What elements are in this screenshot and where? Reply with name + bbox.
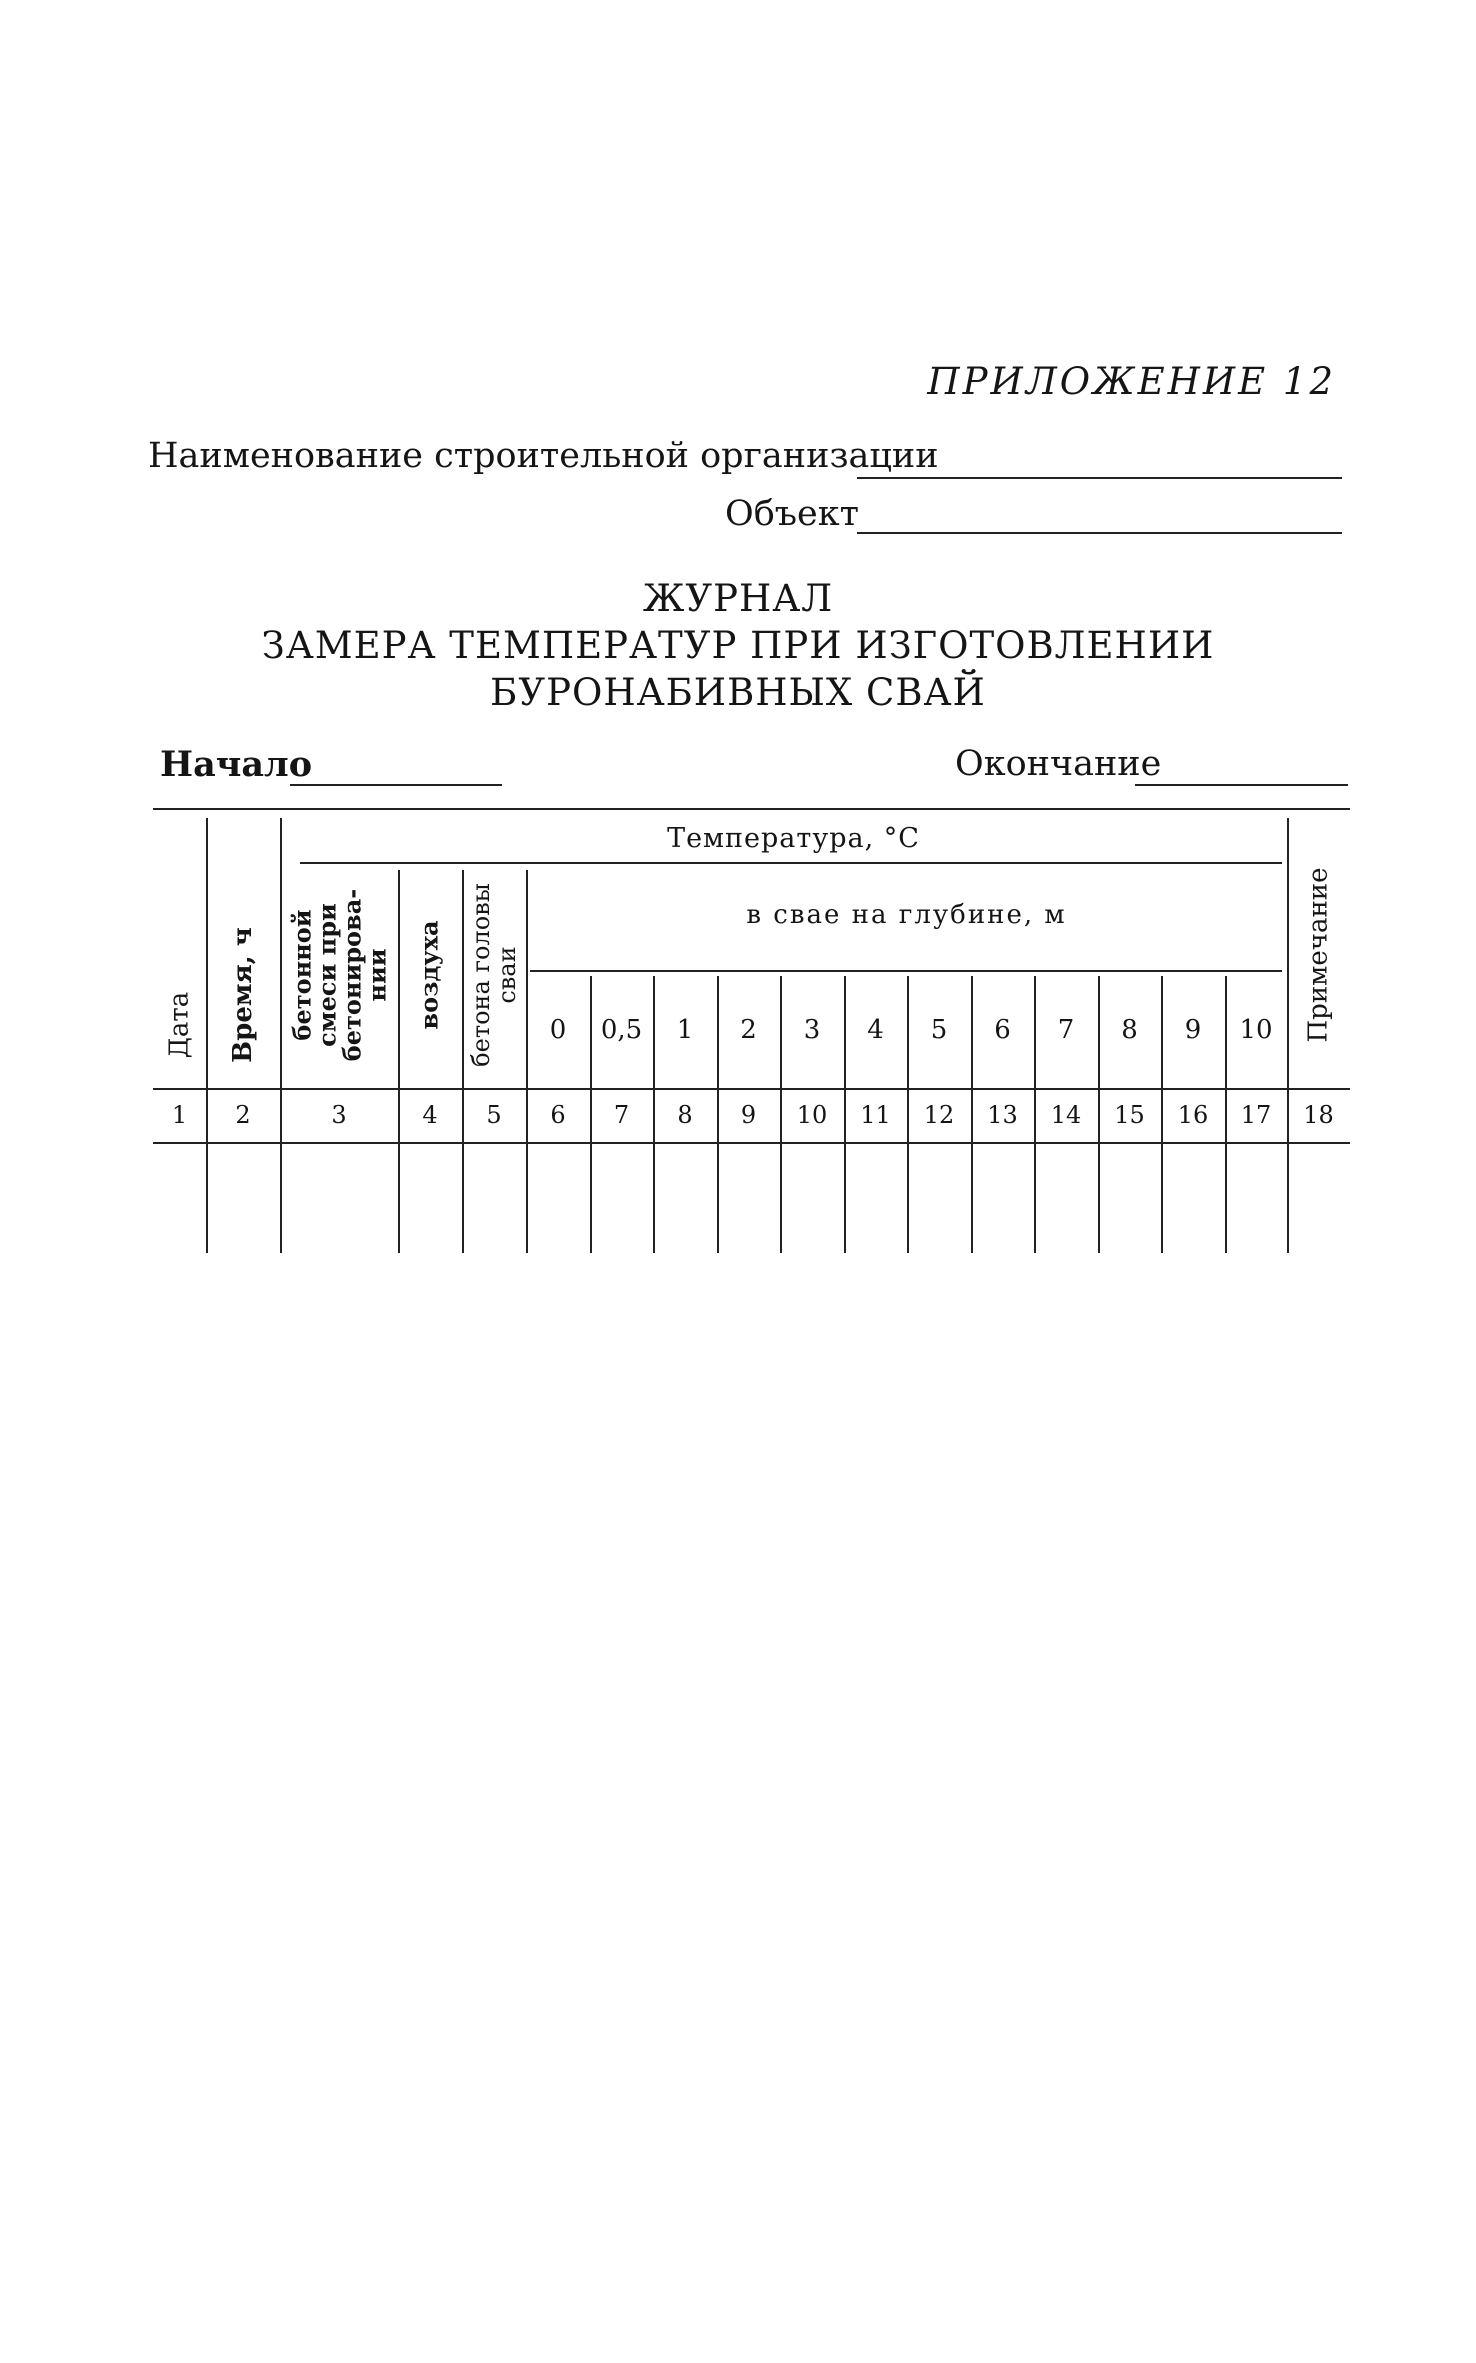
col-head-label: [468, 883, 520, 1067]
end-input-line[interactable]: [1135, 784, 1348, 786]
depth-cell: 7: [1057, 1015, 1075, 1045]
depth-cell: 6: [994, 1015, 1011, 1045]
col-mix-line-3: бетонирова-: [337, 888, 366, 1062]
numbers-bottom-rule: [153, 1142, 1350, 1144]
depth-cell: 1: [676, 1015, 694, 1045]
col-note-label: Примечание: [1303, 867, 1334, 1043]
temp-header-rule: [300, 862, 1282, 864]
column-number-cell: 13: [987, 1101, 1018, 1129]
col-mix-line-4: нии: [362, 948, 391, 1002]
numbers-top-rule: [153, 1088, 1350, 1090]
appendix-label: ПРИЛОЖЕНИЕ 12: [927, 360, 1336, 403]
column-number-cell: 17: [1240, 1101, 1272, 1129]
column-number-cell: 18: [1303, 1101, 1334, 1129]
col-head-line-2: сваи: [493, 946, 521, 1004]
col-air-header: [398, 870, 462, 1080]
depth-header: в свае на глубине, м: [746, 900, 1067, 930]
org-input-line[interactable]: [857, 477, 1342, 479]
table-top-rule: [153, 808, 1350, 810]
depth-cell: 0: [549, 1015, 567, 1045]
title-line-3: БУРОНАБИВНЫХ СВАЙ: [490, 671, 986, 714]
depth-cell: 3: [803, 1015, 821, 1045]
column-number-cell: 7: [613, 1101, 630, 1129]
depth-cell: 9: [1184, 1015, 1202, 1045]
col-mix-line-2: смеси при: [312, 903, 341, 1047]
depth-cell: 0,5: [600, 1015, 643, 1045]
temp-header: Температура, °С: [667, 822, 920, 854]
column-number-cell: 2: [235, 1101, 251, 1129]
object-input-line[interactable]: [857, 532, 1342, 534]
column-number-cell: 10: [796, 1101, 828, 1129]
journal-title: [0, 575, 1476, 716]
col-mix-line-1: бетонной: [287, 909, 316, 1041]
depth-cell: 2: [740, 1015, 757, 1045]
col-time-header: [206, 830, 280, 1080]
title-line-2: ЗАМЕРА ТЕМПЕРАТУР ПРИ ИЗГОТОВЛЕНИИ: [261, 624, 1215, 667]
depth-cell: 5: [930, 1015, 948, 1045]
start-input-line[interactable]: [290, 784, 502, 786]
column-number-cell: 9: [740, 1101, 757, 1129]
col-mix-header: [280, 870, 398, 1080]
depth-header-rule: [530, 970, 1282, 972]
column-number-cell: 14: [1050, 1101, 1082, 1129]
col-air-label: воздуха: [415, 920, 444, 1030]
col-time-label: Время, ч: [228, 927, 258, 1063]
column-number-cell: 15: [1114, 1101, 1145, 1129]
start-label: Начало: [160, 744, 313, 785]
depth-cell: 8: [1121, 1015, 1138, 1045]
depth-cell: 4: [867, 1015, 884, 1045]
org-label: Наименование строительной организации: [148, 436, 939, 476]
col-date-label: Дата: [164, 991, 195, 1059]
title-line-1: ЖУРНАЛ: [642, 577, 834, 620]
column-number-cell: 11: [860, 1101, 891, 1129]
column-number-cell: 8: [677, 1101, 693, 1129]
col-head-line-1: бетона головы: [467, 883, 495, 1067]
object-label: Объект: [725, 494, 859, 534]
column-number-cell: 6: [550, 1101, 566, 1129]
column-number-cell: 1: [171, 1101, 188, 1129]
column-number-cell: 16: [1177, 1101, 1209, 1129]
depth-cell: 10: [1239, 1015, 1273, 1045]
column-number-cell: 5: [486, 1101, 502, 1129]
column-number-cell: 3: [331, 1101, 347, 1129]
col-date-header: [153, 830, 206, 1080]
col-mix-label: [289, 889, 389, 1062]
col-head-header: [462, 870, 526, 1080]
column-number-cell: 4: [422, 1101, 438, 1129]
col-note-header: [1287, 830, 1350, 1080]
end-label: Окончание: [955, 744, 1162, 784]
column-number-cell: 12: [923, 1101, 955, 1129]
